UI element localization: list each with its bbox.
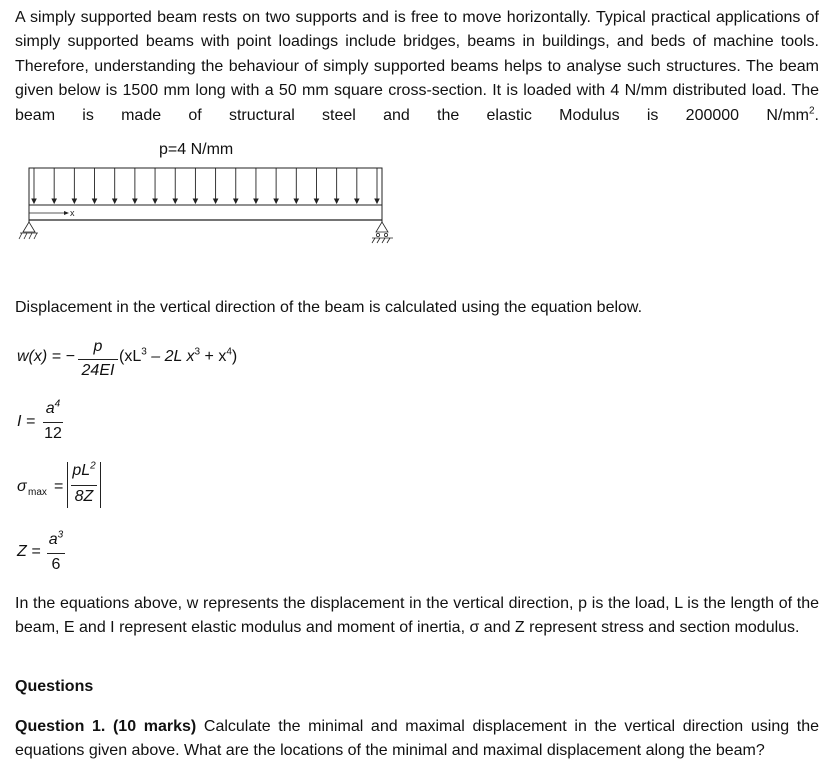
sigma-equals: = (54, 478, 64, 495)
sigma-denominator: 8Z (74, 488, 94, 505)
w-rhs: ($xL^3 - 2L$ $x^3 + x^4$) (119, 346, 238, 365)
w-fraction-bar (78, 359, 118, 360)
distributed-load-box (29, 168, 382, 205)
load-arrowhead (375, 199, 379, 203)
load-arrowhead (93, 199, 97, 203)
load-arrowhead (335, 199, 339, 203)
question-1-text: Calculate the minimal and maximal displacement in the vertical direction using the equations given above. What are the locations of the minimal and maximal displacement along the beam? (15, 718, 820, 760)
x-axis-arrowhead (64, 211, 69, 215)
load-arrowhead (355, 199, 359, 203)
I-denominator: 12 (44, 425, 62, 442)
I-numerator: $a^4$ (45, 398, 61, 417)
sigma-fraction-bar (71, 485, 97, 486)
load-arrowhead (214, 199, 218, 203)
load-arrows (32, 168, 379, 203)
load-arrowhead (193, 199, 197, 203)
right-roller-support (372, 222, 393, 243)
questions-heading: Questions (15, 678, 94, 695)
intro-exponent: 2 (808, 105, 815, 117)
question-1 (15, 715, 819, 764)
beam-diagram (0, 160, 420, 260)
load-arrowhead (52, 199, 56, 203)
sigma-numerator: $pL^2$ (72, 460, 96, 479)
explanation-paragraph: In the equations above, w represents the displacement in the vertical direction, p is the load, L is the length of the beam, E and I represent elastic modulus and moment of inertia, σ and Z represent stress and section modulus. (15, 595, 819, 637)
question-1-label: Question 1. (10 marks) (15, 718, 197, 735)
intro-text: A simply supported beam rests on two supports and is free to move horizontally. Typical practical applications of simply supported beams with point loadings include bridges, beams in buildings, and beds of machine tools. Therefore, understanding the behaviour of simply supported beams helps to analyse such structures. The beam given below is 1500 mm long with a 50 mm square cross-section. It is loaded with 4 N/mm distributed load. The beam is made of structural steel and the elastic Modulus is 200000 N/mm (15, 9, 819, 124)
x-axis-label: x (70, 208, 75, 218)
Z-numerator: $a^3$ (48, 529, 64, 548)
load-arrowhead (72, 199, 76, 203)
w-lhs: w(x) = − (17, 348, 75, 365)
load-arrowhead (274, 199, 278, 203)
load-arrowhead (294, 199, 298, 203)
load-arrowhead (234, 199, 238, 203)
load-arrowhead (173, 199, 177, 203)
load-arrowhead (113, 199, 117, 203)
left-pin-support (19, 222, 38, 239)
intro-end: . (814, 106, 819, 124)
load-arrowhead (254, 199, 258, 203)
w-numerator: p (93, 338, 103, 355)
Z-denominator: 6 (51, 556, 61, 573)
Z-fraction-bar (47, 553, 65, 554)
load-arrowhead (314, 199, 318, 203)
abs-right-bar (100, 462, 101, 508)
I-lhs: I = (17, 413, 36, 430)
displacement-sentence: Displacement in the vertical direction of the beam is calculated using the equation below. (15, 299, 643, 316)
load-arrowhead (153, 199, 157, 203)
w-denominator: 24EI (81, 362, 115, 379)
sigma-subscript: max (28, 487, 47, 498)
load-arrowhead (32, 199, 36, 203)
I-fraction-bar (43, 422, 63, 423)
load-arrowhead (133, 199, 137, 203)
Z-lhs: Z = (17, 543, 41, 560)
abs-left-bar (67, 462, 68, 508)
sigma-symbol: σ (17, 478, 27, 495)
load-label: p=4 N/mm (159, 141, 234, 158)
intro-paragraph (15, 6, 819, 128)
